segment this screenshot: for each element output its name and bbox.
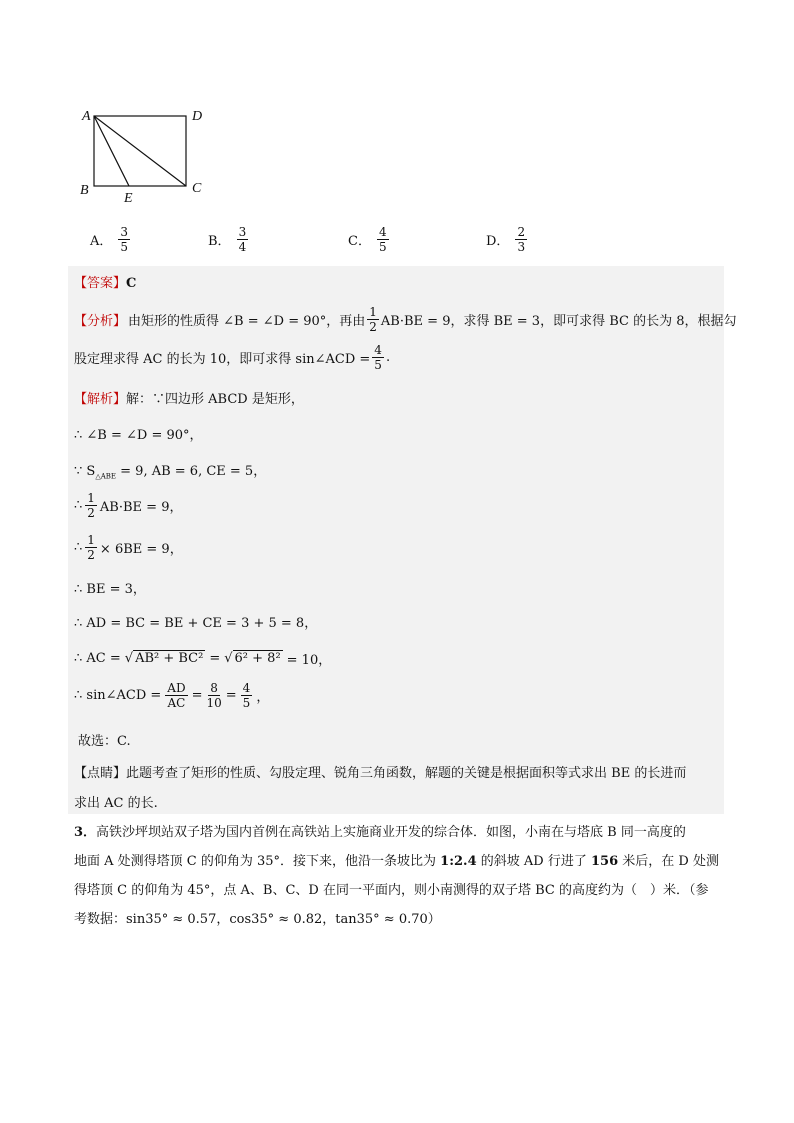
analysis-line-2: 股定理求得 AC 的长为 10，即可求得 sin∠ACD = $\frac{4}{5}$ . (74, 343, 391, 372)
diagonal-ac (94, 116, 186, 186)
solution-step-5: ∴ BE = 3， (74, 582, 146, 597)
vertex-a: A (82, 109, 91, 124)
analysis-line-1: 【分析】 由矩形的性质得 ∠B = ∠D = 90°，再由 $\frac{1}{2}$ AB·BE = 9，求得 BE = 3，即可求得 BC 的长为 8，根据勾 (74, 305, 737, 334)
answer-options (90, 226, 710, 262)
comment-line-2: 求出 AC 的长. (74, 796, 158, 811)
vertex-d: D (192, 109, 203, 124)
solution-step-3: ∴ $\frac{1}{2}$ AB·BE = 9， (74, 491, 183, 520)
question-3-line-1: 3．高铁沙坪坝站双子塔为国内首例在高铁站上实施商业开发的综合体．如图，小南在与塔底 B 同一高度的 (74, 825, 686, 840)
solution-step-2: ∵ $S_{\triangle ABE} = 9$, AB = 6, CE = 5， (74, 464, 267, 481)
option-d-fraction: $\frac{2}{3}$ (517, 225, 526, 254)
option-b-fraction: $\frac{3}{4}$ (238, 225, 247, 254)
option-d[interactable]: D． $\frac{2}{3}$ (486, 225, 526, 254)
comment-line-1: 【点睛】此题考查了矩形的性质、勾股定理、锐角三角函数，解题的关键是根据面积等式求出 BE 的长进而 (74, 766, 687, 781)
question-3-line-4: 考数据：sin35° ≈ 0.57，cos35° ≈ 0.82，tan35° ≈ 0.70） (74, 912, 441, 927)
option-c-fraction: $\frac{4}{5}$ (378, 225, 387, 254)
option-a[interactable]: A． $\frac{3}{5}$ (90, 225, 129, 254)
question-3-line-3: 得塔顶 C 的仰角为 45°，点 A、B、C、D 在同一平面内，则小南测得的双子塔 BC 的高度约为（ ）米．（参 (74, 883, 709, 898)
vertex-b: B (80, 183, 89, 198)
rectangle-figure (78, 104, 208, 208)
vertex-e: E (124, 191, 133, 206)
solution-step-8: ∴ sin∠ACD = $\frac{AD}{AC}$ = $\frac{8}{10}$ = $\frac{4}{5}$ ， (74, 681, 270, 710)
option-a-fraction: $\frac{3}{5}$ (120, 225, 129, 254)
solution-conclusion: 故选：C. (78, 734, 131, 749)
solution-step-4: ∴ $\frac{1}{2}$ × 6BE = 9， (74, 533, 183, 562)
option-b[interactable]: B． $\frac{3}{4}$ (208, 225, 247, 254)
segment-ae (94, 116, 129, 186)
answer-line: 【答案】C (74, 276, 137, 291)
option-c[interactable]: C． $\frac{4}{5}$ (348, 225, 387, 254)
question-3 (74, 818, 724, 934)
solution-step-1: ∴ ∠B = ∠D = 90°， (74, 428, 203, 443)
solution-step-7: ∴ AC = √ AB² + BC² = √ 6² + 8² = 10， (74, 651, 332, 668)
question-3-line-2: 地面 A 处测得塔顶 C 的仰角为 35°．接下来，他沿一条坡比为 1:2.4 的斜坡 AD 行进了 156 米后，在 D 处测 (74, 854, 719, 869)
vertex-c: C (192, 181, 202, 196)
solution-step-6: ∴ AD = BC = BE + CE = 3 + 5 = 8， (74, 616, 318, 631)
solution-intro: 【解析】解：∵四边形 ABCD 是矩形， (74, 392, 304, 407)
